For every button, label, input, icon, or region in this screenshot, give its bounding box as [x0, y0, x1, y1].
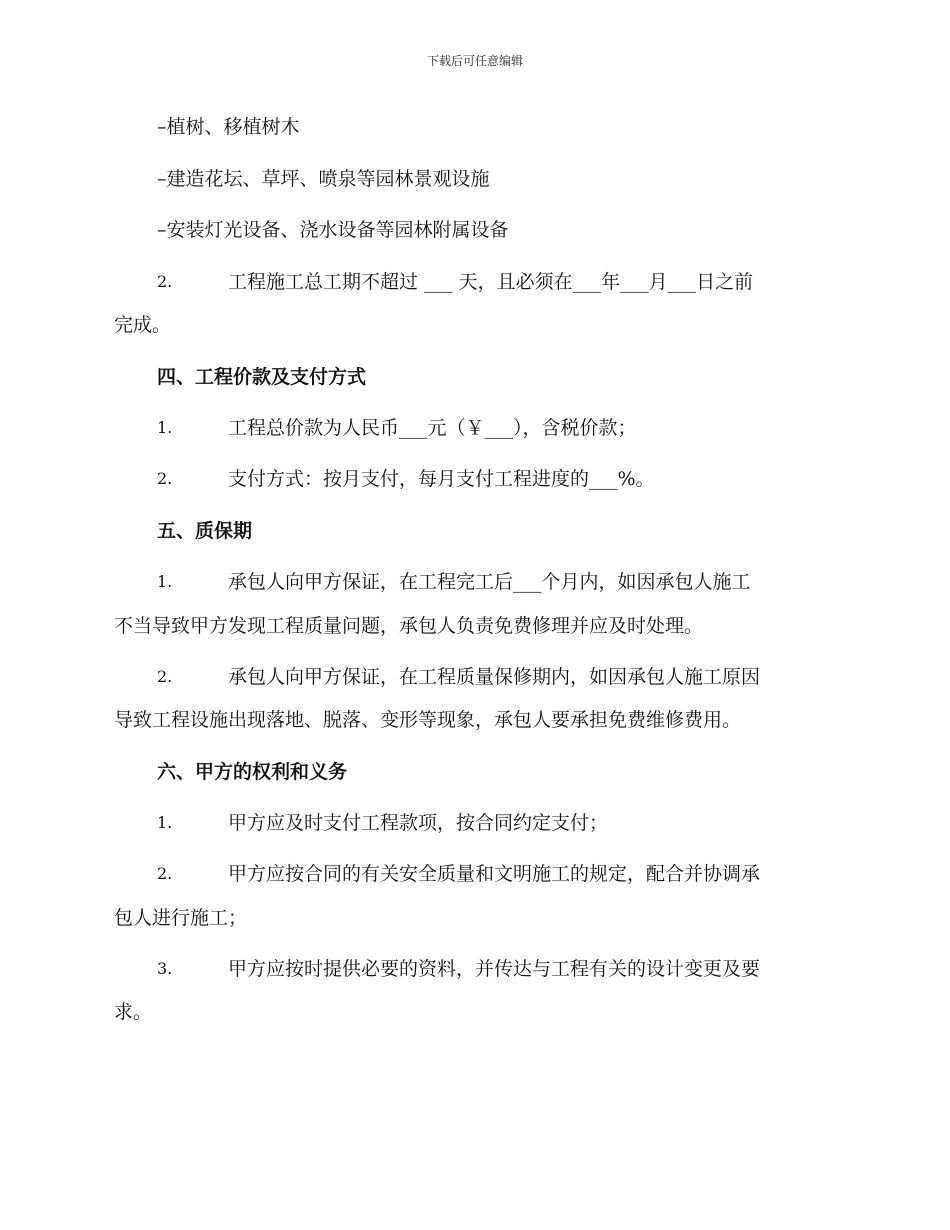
- section-heading: 五、质保期: [157, 520, 253, 542]
- page-header: 下载后可任意编辑: [426, 54, 523, 68]
- paragraph-text: 工程施工总工期不超过 ___ 天，且必须在___年___月___日之前: [228, 271, 754, 293]
- bullet-item: –植树、移植树木: [157, 116, 300, 138]
- section-heading: 六、甲方的权利和义务: [157, 761, 348, 783]
- bullet-item: –建造花坛、草坪、喷泉等园林景观设施: [157, 168, 490, 190]
- item-number: 2.: [157, 272, 173, 291]
- paragraph-text: 支付方式：按月支付，每月支付工程进度的___%。: [228, 468, 655, 490]
- item-number: 2.: [157, 667, 173, 686]
- item-number: 1.: [157, 418, 173, 437]
- bullet-item: –安装灯光设备、浇水设备等园林附属设备: [157, 219, 509, 241]
- paragraph-text: 承包人向甲方保证，在工程质量保修期内，如因承包人施工原因: [228, 666, 761, 688]
- section-heading: 四、工程价款及支付方式: [157, 366, 367, 388]
- item-number: 3.: [157, 959, 173, 978]
- item-number: 2.: [157, 469, 173, 488]
- paragraph-continuation: 导致工程设施出现落地、脱落、变形等现象，承包人要承担免费维修费用。: [114, 709, 742, 731]
- paragraph-continuation: 包人进行施工；: [114, 907, 248, 929]
- paragraph-text: 甲方应按时提供必要的资料，并传达与工程有关的设计变更及要: [228, 958, 761, 980]
- paragraph-continuation: 不当导致甲方发现工程质量问题，承包人负责免费修理并应及时处理。: [114, 615, 704, 637]
- item-number: 1.: [157, 572, 173, 591]
- paragraph-text: 工程总价款为人民币___元（￥___），含税价款；: [228, 417, 637, 439]
- item-number: 2.: [157, 864, 173, 883]
- paragraph-text: 甲方应及时支付工程款项，按合同约定支付；: [228, 812, 609, 834]
- paragraph-continuation: 完成。: [114, 314, 172, 336]
- paragraph-continuation: 求。: [114, 1001, 153, 1023]
- paragraph-text: 甲方应按合同的有关安全质量和文明施工的规定，配合并协调承: [228, 863, 761, 885]
- item-number: 1.: [157, 813, 173, 832]
- paragraph-text: 承包人向甲方保证，在工程完工后___个月内，如因承包人施工: [228, 571, 751, 593]
